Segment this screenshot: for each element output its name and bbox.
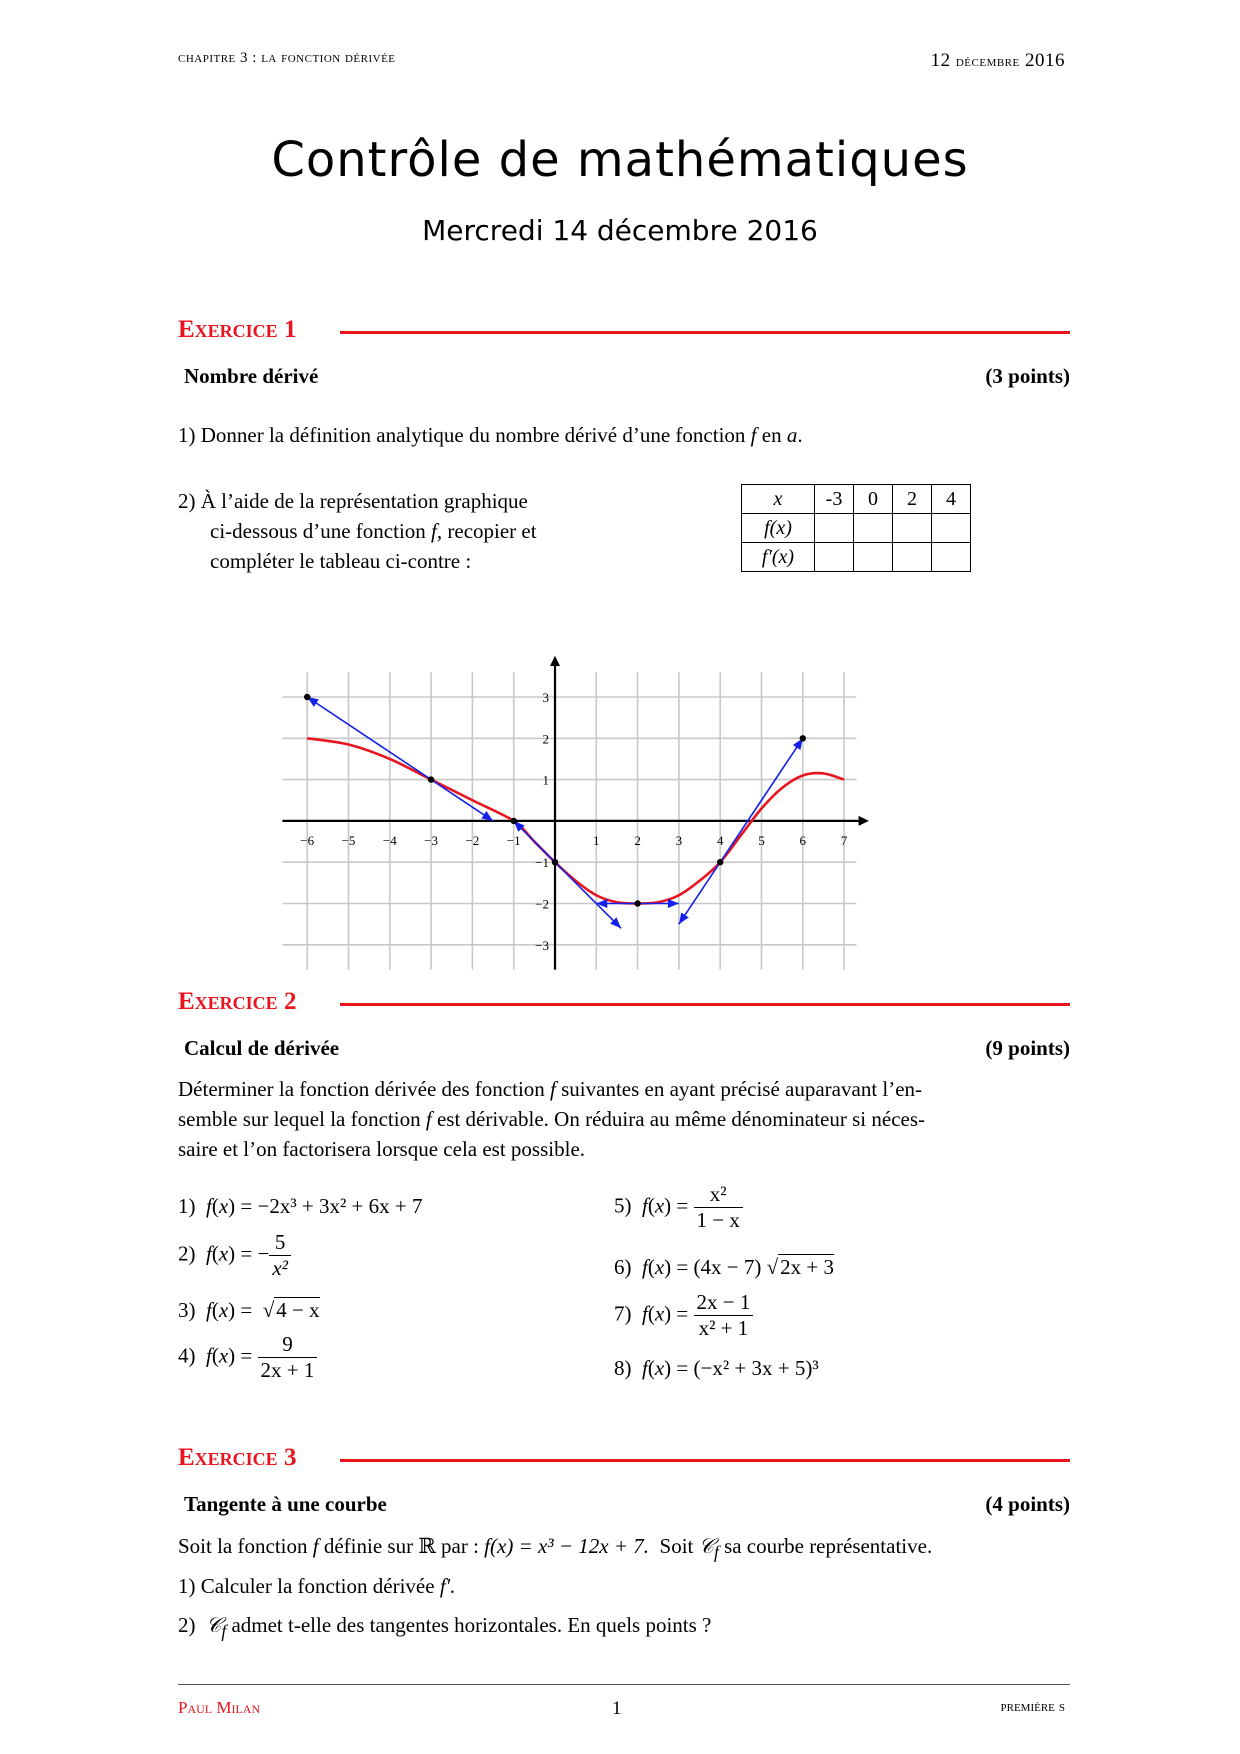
table-cell: 0 <box>854 485 893 514</box>
table-cell <box>854 514 893 543</box>
table-row <box>742 514 971 543</box>
exercise2-subheading <box>184 1036 1070 1061</box>
table-cell: f(x) <box>742 514 815 543</box>
ex3-line1d: Soit <box>659 1534 694 1558</box>
ex3-cf: 𝒞$_f$ <box>698 1534 719 1563</box>
tangent-arrowhead <box>679 913 689 925</box>
exercise3-statement <box>178 1531 1070 1567</box>
exercise2-points: (9 points) <box>985 1036 1070 1060</box>
exercise3-subheading <box>184 1492 1070 1517</box>
graph-point <box>634 900 640 906</box>
fraction <box>269 1230 291 1281</box>
item-expression: = (4x − 7) <box>676 1255 762 1279</box>
function-graph <box>300 615 950 953</box>
graph-point <box>800 735 806 741</box>
y-tick-label: 3 <box>542 690 549 705</box>
exercise3-subtitle: Tangente à une courbe <box>184 1492 387 1516</box>
item-number: 5) <box>614 1193 632 1218</box>
table-cell <box>932 514 971 543</box>
exercise3-title: Exercice 3 <box>178 1444 297 1471</box>
graph-point <box>511 818 517 824</box>
ex3-f: f <box>312 1534 319 1558</box>
list-item: 5) f(x) = $\frac{\text{x²}}{1 - x}$ <box>614 1182 743 1233</box>
item-number: 6) <box>614 1255 632 1279</box>
q2-f: f <box>431 519 437 543</box>
table-cell: x <box>742 485 815 514</box>
exercise2-subtitle: Calcul de dérivée <box>184 1036 340 1060</box>
values-table <box>741 484 971 572</box>
ex3-line1a: Soit la fonction <box>178 1534 308 1558</box>
graph-point <box>552 859 558 865</box>
table-cell <box>854 543 893 572</box>
q1-a: a <box>786 423 798 447</box>
ex3-q1a: 1) Calculer la fonction dérivée <box>178 1574 435 1598</box>
exercise3-rule <box>340 1459 1070 1462</box>
item-number: 2) <box>178 1241 196 1266</box>
exercise2-intro <box>178 1074 1070 1164</box>
table-cell: -3 <box>815 485 854 514</box>
ex3-q2a: 2) <box>178 1613 196 1637</box>
x-axis-arrow <box>859 816 869 826</box>
denominator: 2x + 1 <box>258 1357 318 1383</box>
x-tick-label: 4 <box>716 832 724 848</box>
x-tick-label: −4 <box>382 832 397 848</box>
header-date-year: 2016 <box>1025 50 1065 71</box>
x-tick-label: 1 <box>593 832 600 848</box>
list-item: 6) f(x) = (4x − 7) √2x + 3 <box>614 1255 834 1279</box>
item-expression: = (−x² + 3x + 5)³ <box>676 1356 819 1380</box>
item-number: 4) <box>178 1343 196 1368</box>
header-date-day: 12 <box>930 50 951 71</box>
q2-line3: compléter le tableau ci-contre : <box>210 549 472 573</box>
q1-en: en <box>761 423 782 447</box>
exercise2-title: Exercice 2 <box>178 988 297 1015</box>
item-number: 8) <box>614 1356 632 1380</box>
x-tick-label: 5 <box>758 832 765 848</box>
cf-symbol: 𝒞 <box>698 1534 714 1558</box>
y-tick-label: −2 <box>535 896 549 912</box>
tangent-segment <box>555 862 621 928</box>
y-tick-label: 1 <box>542 772 549 788</box>
exercise3-points: (4 points) <box>985 1492 1070 1516</box>
item-expression: = −2x³ + 3x² + 6x + 7 <box>240 1194 423 1218</box>
y-axis-arrow <box>550 656 560 666</box>
intro-line2 <box>178 1104 1070 1134</box>
exercise3-question1 <box>178 1571 456 1601</box>
x-tick-label: 2 <box>634 832 641 848</box>
x-tick-label: −1 <box>506 832 521 848</box>
page-subtitle: Mercredi 14 décembre 2016 <box>422 214 818 247</box>
table-cell <box>932 543 971 572</box>
table-cell: f′(x) <box>742 543 815 572</box>
x-tick-label: −5 <box>341 832 356 848</box>
exercise3-question2 <box>178 1610 711 1646</box>
y-tick-label: −3 <box>535 937 549 953</box>
tangent-arrowhead <box>668 899 679 908</box>
x-tick-label: 7 <box>840 832 848 848</box>
numerator: x² <box>709 1182 727 1206</box>
intro1b: suivantes en ayant précisé auparavant l’en- <box>561 1077 923 1101</box>
graph-point <box>717 859 723 865</box>
tangent-segment <box>431 780 493 821</box>
x-tick-label: −3 <box>424 832 439 848</box>
intro-line1 <box>178 1074 1070 1104</box>
footer-author: Paul Milan <box>178 1698 261 1717</box>
denominator: x² <box>269 1255 291 1281</box>
page-title: Contrôle de mathématiques <box>271 132 969 188</box>
fraction <box>694 1290 754 1341</box>
q1-f: f <box>750 423 757 447</box>
ex3-q2b: admet t-elle des tangentes horizontales. En quels points ? <box>231 1613 712 1637</box>
table-row <box>742 543 971 572</box>
item-number: 7) <box>614 1301 632 1326</box>
list-item: 4) f(x) = $\frac{9}{2x + 1}$ <box>178 1332 317 1383</box>
table-cell <box>815 543 854 572</box>
ex3-line1b: définie sur ℝ par : <box>323 1534 479 1558</box>
exercise1-subtitle: Nombre dérivé <box>184 364 319 388</box>
header-chapter: chapitre 3 : la fonction dérivée <box>178 50 396 66</box>
list-item: 2) f(x) = − $\frac{5}{\text{x²}}$ <box>178 1230 291 1281</box>
intro-f1: f <box>550 1077 556 1101</box>
ex3-cf2: 𝒞$_f$ <box>206 1613 227 1642</box>
list-item: 7) f(x) = $\frac{2x - 1}{\text{x² + 1}}$ <box>614 1290 753 1341</box>
q1-text: 1) Donner la définition analytique du nombre dérivé d’une fonction <box>178 423 746 447</box>
intro-f2: f <box>425 1107 432 1131</box>
footer-rule <box>178 1684 1070 1685</box>
exercise1-points: (3 points) <box>985 364 1070 388</box>
exercise2-rule <box>340 1003 1070 1006</box>
intro1a: Déterminer la fonction dérivée des fonction <box>178 1077 545 1101</box>
table-cell <box>893 543 932 572</box>
ex3-line1e: sa courbe représentative. <box>724 1534 933 1558</box>
exercise1-heading <box>178 316 1070 350</box>
table-cell: 4 <box>932 485 971 514</box>
x-tick-label: 3 <box>675 832 683 848</box>
exercise1-title: Exercice 1 <box>178 316 297 343</box>
intro-line3: saire et l’on factorisera lorsque cela est possible. <box>178 1137 586 1161</box>
exercise1-question2 <box>178 486 630 576</box>
tangent-arrowhead <box>596 899 607 908</box>
table-cell: 2 <box>893 485 932 514</box>
tangent-segment <box>679 862 720 924</box>
intro2a: semble sur lequel la fonction <box>178 1107 421 1131</box>
q2-line2b: , recopier et <box>436 519 537 543</box>
graph-point <box>428 776 434 782</box>
cf-symbol: 𝒞 <box>206 1613 222 1637</box>
page-number: 1 <box>612 1698 622 1719</box>
x-tick-label: 6 <box>799 832 807 848</box>
x-tick-label: −2 <box>465 832 480 848</box>
ex3-q1b: f′. <box>439 1574 456 1598</box>
table-row <box>742 485 971 514</box>
table-cell <box>893 514 932 543</box>
q2-line2a: ci-dessous d’une fonction <box>210 519 426 543</box>
axes <box>282 656 868 970</box>
exercise1-question1: 1) Donner la définition analytique du nombre dérivé d’une fonction f en a. <box>178 423 803 447</box>
list-item: 1) f(x) = −2x³ + 3x² + 6x + 7 <box>178 1194 423 1218</box>
item-number: 3) <box>178 1298 196 1322</box>
numerator: 9 <box>282 1332 293 1356</box>
header-date <box>931 50 1065 72</box>
exercise1-subheading <box>184 364 1070 389</box>
x-tick-label: −6 <box>300 832 315 848</box>
exercise2-heading <box>178 988 1070 1022</box>
item-number: 1) <box>178 1194 196 1218</box>
table-cell <box>815 514 854 543</box>
denominator: 1 − x <box>694 1207 743 1233</box>
y-tick-label: 2 <box>542 731 549 747</box>
radicand: 4 − x <box>276 1298 320 1322</box>
exercise3-heading <box>178 1444 1070 1478</box>
numerator: 2x − 1 <box>696 1290 751 1314</box>
fraction <box>258 1332 318 1383</box>
radicand: 2x + 3 <box>780 1255 834 1279</box>
intro2b: est dérivable. On réduira au même dénominateur si néces- <box>436 1107 926 1131</box>
y-tick-label: −1 <box>535 855 549 871</box>
exercise1-rule <box>340 331 1070 334</box>
q2-line1: 2) À l’aide de la représentation graphique <box>178 489 528 513</box>
ex3-function: f(x) = x³ − 12x + 7. <box>484 1534 650 1558</box>
graph-point <box>304 694 310 700</box>
header-date-month: décembre <box>955 54 1020 70</box>
list-item: 3) f(x) = √4 − x <box>178 1298 320 1322</box>
numerator: 5 <box>274 1230 286 1254</box>
footer-level: première s <box>1000 1698 1065 1715</box>
fraction <box>694 1182 743 1233</box>
list-item: 8) f(x) = (−x² + 3x + 5)³ <box>614 1356 819 1380</box>
denominator: x² + 1 <box>694 1315 754 1341</box>
q2-line2 <box>178 516 630 546</box>
tangent-arrowhead <box>481 811 493 821</box>
